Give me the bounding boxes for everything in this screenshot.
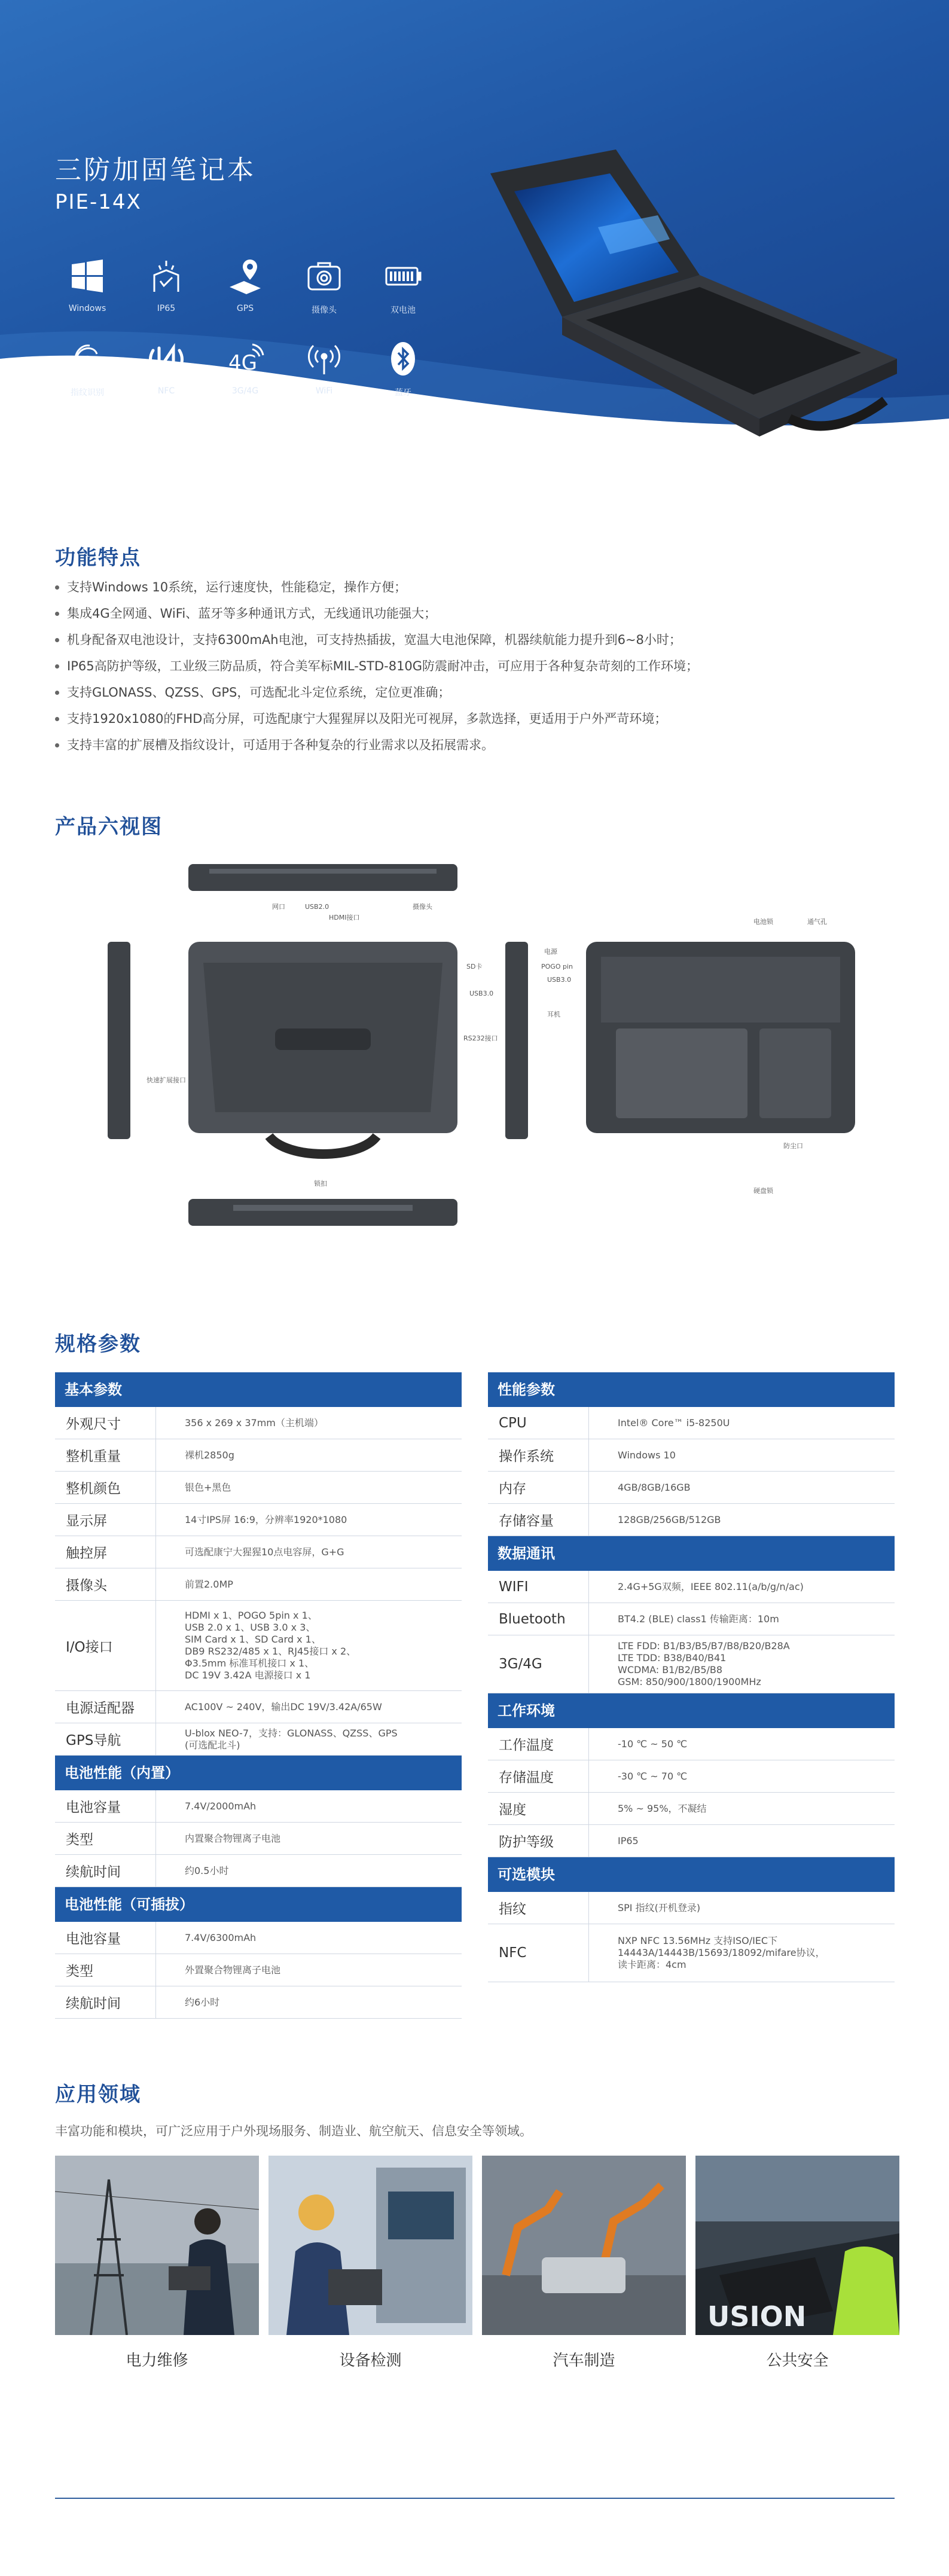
feature-label: WiFi [315, 386, 333, 396]
windows-icon [68, 257, 106, 295]
bottom-divider [55, 2498, 895, 2499]
spec-value: NXP NFC 13.56MHz 支持ISO/IEC下 14443A/14443B/15693/18092/mifare协议， 读卡距离：4cm [618, 1935, 825, 1970]
spec-value: 外置聚合物锂离子电池 [185, 1964, 281, 1976]
spec-value: 356 x 269 x 37mm（主机端） [185, 1417, 324, 1429]
spec-key: 内存 [488, 1472, 589, 1503]
spec-key: 工作温度 [488, 1728, 589, 1760]
spec-row [488, 1760, 895, 1793]
feature-battery [364, 257, 443, 316]
spec-key: CPU [488, 1407, 589, 1439]
spec-key: 存储温度 [488, 1760, 589, 1792]
feature-item: 支持GLONASS、QZSS、GPS，可选配北斗定位系统，定位更准确； [55, 679, 904, 706]
feature-4g [206, 340, 285, 398]
spec-table-right [488, 1372, 895, 1982]
spec-row [55, 1536, 462, 1568]
spec-key: 续航时间 [55, 1986, 156, 2018]
feature-label: 指纹识别 [71, 388, 104, 398]
spec-value: 7.4V/6300mAh [185, 1931, 257, 1943]
spec-value: 5% ~ 95%，不凝结 [618, 1802, 707, 1814]
feature-label: IP65 [157, 304, 176, 313]
laptop-product-image [478, 138, 909, 448]
spec-row [55, 1954, 462, 1986]
feature-item: 支持1920x1080的FHD高分屏，可选配康宁大猩猩屏以及阳光可视屏，多款选择，更适用于户外严苛环境； [55, 706, 904, 732]
spec-row [55, 1986, 462, 2019]
features-list [55, 574, 904, 758]
applications-description: 丰富功能和模块，可广泛应用于户外现场服务、制造业、航空航天、信息安全等领域。 [55, 2124, 532, 2138]
feature-wifi [285, 340, 364, 398]
4g-icon [226, 340, 264, 378]
label-back-3: 防尘口 [783, 1142, 803, 1150]
features-title: 功能特点 [55, 546, 141, 570]
label-top-1: 网口 [272, 903, 285, 911]
spec-value: 7.4V/2000mAh [185, 1800, 257, 1812]
spec-value: 银色+黑色 [185, 1481, 231, 1493]
spec-value: BT4.2 (BLE) class1 传输距离：10m [618, 1613, 779, 1625]
feature-icon-grid [48, 257, 443, 398]
spec-key: WIFI [488, 1571, 589, 1603]
application-label: 公共安全 [766, 2352, 829, 2370]
spec-value: 前置2.0MP [185, 1578, 233, 1590]
product-title: 三防加固笔记本 [55, 155, 256, 185]
label-back-1: 电池锁 [753, 918, 773, 926]
spec-value: -10 ℃ ~ 50 ℃ [618, 1738, 688, 1750]
spec-key: 类型 [55, 1823, 156, 1854]
spec-key: 3G/4G [488, 1635, 589, 1693]
spec-value: 可选配康宁大猩猩10点电容屏，G+G [185, 1546, 344, 1558]
spec-value: 裸机2850g [185, 1449, 234, 1461]
spec-value: IP65 [618, 1835, 639, 1846]
spec-row [488, 1728, 895, 1760]
spec-key: NFC [488, 1924, 589, 1982]
specs-title: 规格参数 [55, 1332, 141, 1356]
spec-value: 约0.5小时 [185, 1864, 229, 1876]
spec-value: 2.4G+5G双频，IEEE 802.11(a/b/g/n/ac) [618, 1580, 804, 1592]
spec-row [488, 1825, 895, 1857]
bluetooth-icon [384, 340, 422, 378]
spec-row [55, 1568, 462, 1601]
spec-row [55, 1691, 462, 1723]
feature-label: 摄像头 [312, 306, 337, 315]
spec-row [55, 1407, 462, 1439]
spec-group-header: 电池性能（可插拔） [55, 1887, 462, 1922]
spec-key: 指纹 [488, 1892, 589, 1924]
spec-value: 128GB/256GB/512GB [618, 1513, 721, 1525]
spec-key: 整机颜色 [55, 1472, 156, 1503]
label-bottom-1: 锁扣 [314, 1180, 327, 1188]
views-title: 产品六视图 [55, 815, 163, 839]
spec-row [55, 1723, 462, 1756]
label-side-7: RS232接口 [463, 1034, 498, 1042]
spec-key: 类型 [55, 1954, 156, 1986]
application-power [55, 2156, 259, 2370]
spec-key: 触控屏 [55, 1536, 156, 1568]
label-side-4: SD卡 [466, 963, 483, 970]
spec-key: Bluetooth [488, 1603, 589, 1635]
spec-row [55, 1823, 462, 1855]
spec-row [488, 1439, 895, 1472]
photo-public-security [695, 2156, 899, 2335]
spec-value: 4GB/8GB/16GB [618, 1481, 691, 1493]
label-top-3: HDMI接口 [329, 914, 360, 921]
spec-group-header: 性能参数 [488, 1372, 895, 1407]
feature-label: 蓝牙 [395, 388, 411, 398]
spec-value: HDMI x 1、POGO 5pin x 1、 USB 2.0 x 1、USB 3.0 x 3、 SIM Card x 1、SD Card x 1、 DB9 RS232/485 x 1、RJ45接口 x 2、 Φ3.5mm 标准耳机接口 x 1、 DC 19V 3.42A 电源接口 x 1 [185, 1610, 356, 1681]
applications-title: 应用领域 [55, 2083, 141, 2107]
spec-row [488, 1924, 895, 1982]
feature-label: NFC [157, 386, 175, 396]
feature-label: GPS [236, 304, 254, 313]
label-back-2: 通气孔 [807, 918, 827, 926]
spec-row [55, 1439, 462, 1472]
feature-nfc [127, 340, 206, 398]
label-top-2: USB2.0 [305, 903, 329, 911]
label-side-2: POGO pin [541, 963, 573, 970]
spec-row [488, 1892, 895, 1924]
photo-power-repair [55, 2156, 259, 2335]
product-model: PIE-14X [55, 190, 142, 214]
spec-row [488, 1793, 895, 1825]
feature-item: IP65高防护等级，工业级三防品质，符合美军标MIL-STD-810G防震耐冲击，可应用于各种复杂苛刻的工作环境； [55, 653, 904, 679]
spec-row [55, 1855, 462, 1887]
spec-key: 电池容量 [55, 1922, 156, 1954]
label-left-1: 快速扩展接口 [147, 1076, 186, 1084]
photo-text: USION [707, 2300, 807, 2333]
spec-value: 内置聚合物锂离子电池 [185, 1832, 281, 1844]
spec-value: Windows 10 [618, 1449, 676, 1461]
feature-gps [206, 257, 285, 316]
spec-row [488, 1635, 895, 1693]
feature-windows [48, 257, 127, 316]
spec-group-header: 基本参数 [55, 1372, 462, 1407]
applications-gallery [55, 2156, 899, 2370]
spec-value: 14寸IPS屏 16:9，分辨率1920*1080 [185, 1513, 347, 1525]
feature-bluetooth [364, 340, 443, 398]
spec-key: 整机重量 [55, 1439, 156, 1471]
application-label: 电力维修 [126, 2352, 188, 2370]
label-side-3: USB3.0 [547, 976, 572, 984]
ip65-icon [147, 257, 185, 295]
spec-key: I/O接口 [55, 1601, 156, 1690]
spec-value: 约6小时 [185, 1996, 220, 2008]
camera-icon [305, 257, 343, 295]
spec-group-header: 数据通讯 [488, 1536, 895, 1571]
spec-value: SPI 指纹(开机登录) [618, 1902, 701, 1913]
spec-group-header: 工作环境 [488, 1693, 895, 1728]
feature-label: Windows [68, 304, 106, 313]
feature-fingerprint [48, 340, 127, 398]
label-back-4: 硬盘锁 [753, 1187, 773, 1195]
battery-icon [384, 257, 422, 295]
spec-key: 电源适配器 [55, 1691, 156, 1723]
spec-key: 存储容量 [488, 1504, 589, 1536]
svg-text:4G: 4G [228, 351, 257, 375]
spec-table-left [55, 1372, 462, 2019]
spec-value: U-blox NEO-7，支持：GLONASS、QZSS、GPS (可选配北斗) [185, 1727, 398, 1751]
spec-row [488, 1571, 895, 1603]
label-side-1: 电源 [544, 948, 557, 956]
application-security [695, 2156, 899, 2370]
spec-value: AC100V ~ 240V，输出DC 19V/3.42A/65W [185, 1701, 382, 1713]
spec-row [55, 1922, 462, 1954]
spec-row [488, 1407, 895, 1439]
spec-key: 防护等级 [488, 1825, 589, 1857]
spec-key: 湿度 [488, 1793, 589, 1824]
spec-group-header: 可选模块 [488, 1857, 895, 1892]
feature-label: 双电池 [390, 306, 416, 315]
spec-key: 摄像头 [55, 1568, 156, 1600]
wifi-icon [305, 340, 343, 378]
feature-item: 集成4G全网通、WiFi、蓝牙等多种通讯方式，无线通讯功能强大； [55, 600, 904, 627]
application-label: 设备检测 [339, 2352, 402, 2370]
hero-banner [0, 0, 949, 514]
gps-icon [226, 257, 264, 295]
spec-group-header: 电池性能（内置） [55, 1756, 462, 1790]
label-top-4: 摄像头 [413, 903, 432, 911]
spec-key: 操作系统 [488, 1439, 589, 1471]
application-inspection [268, 2156, 472, 2370]
spec-key: GPS导航 [55, 1723, 156, 1755]
fingerprint-icon [68, 340, 106, 378]
label-side-6: 耳机 [547, 1011, 560, 1018]
spec-row [488, 1603, 895, 1635]
spec-value: -30 ℃ ~ 70 ℃ [618, 1770, 688, 1782]
application-label: 汽车制造 [553, 2352, 615, 2370]
spec-key: 显示屏 [55, 1504, 156, 1536]
photo-auto-manufacturing [482, 2156, 686, 2335]
spec-row [488, 1472, 895, 1504]
spec-row [55, 1504, 462, 1536]
feature-item: 支持丰富的扩展槽及指纹设计，可适用于各种复杂的行业需求以及拓展需求。 [55, 732, 904, 758]
nfc-icon [147, 340, 185, 378]
application-auto [482, 2156, 686, 2370]
spec-row [488, 1504, 895, 1536]
spec-row [55, 1601, 462, 1691]
spec-key: 外观尺寸 [55, 1407, 156, 1439]
feature-item: 支持Windows 10系统，运行速度快，性能稳定，操作方便； [55, 574, 904, 600]
spec-value: Intel® Core™ i5-8250U [618, 1417, 730, 1429]
six-view-diagram [90, 849, 867, 1244]
spec-key: 电池容量 [55, 1790, 156, 1822]
feature-camera [285, 257, 364, 316]
feature-ip65 [127, 257, 206, 316]
feature-item: 机身配备双电池设计，支持6300mAh电池，可支持热插拔，宽温大电池保障，机器续航能力提升到6~8小时； [55, 627, 904, 653]
feature-label: 3G/4G [231, 386, 259, 396]
label-side-5: USB3.0 [469, 990, 494, 997]
spec-row [55, 1472, 462, 1504]
photo-equipment-inspection [268, 2156, 472, 2335]
spec-value: LTE FDD: B1/B3/B5/B7/B8/B20/B28A LTE TDD: B38/B40/B41 WCDMA: B1/B2/B5/B8 GSM: 850/900/1800/1900MHz [618, 1640, 790, 1687]
spec-key: 续航时间 [55, 1855, 156, 1887]
spec-row [55, 1790, 462, 1823]
